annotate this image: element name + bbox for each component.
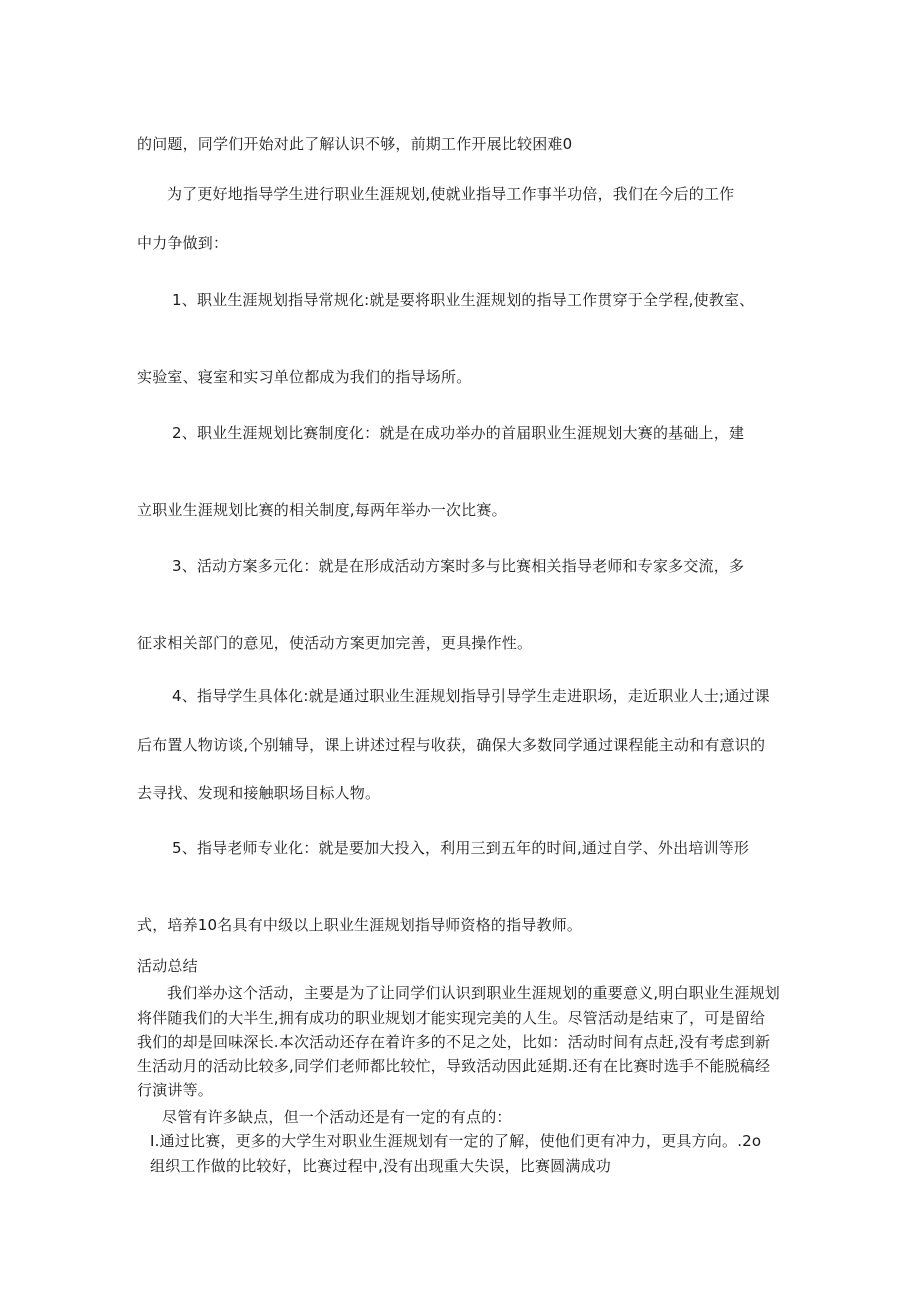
paragraph-line: 中力争做到： (137, 234, 229, 252)
summary-line: I.通过比赛，更多的大学生对职业生涯规划有一定的了解，使他们更有冲力，更具方向。.2o (150, 1132, 762, 1150)
list-item-4-line: 去寻找、发现和接触职场目标人物。 (137, 784, 381, 802)
list-item-5-line: 式，培养10名具有中级以上职业生涯规划指导师资格的指导教师。 (137, 916, 583, 934)
summary-line: 将伴随我们的大半生,拥有成功的职业规划才能实现完美的人生。尽管活动是结束了，可是留给 (137, 1009, 766, 1027)
summary-line: 我们举办这个活动，主要是为了让同学们认识到职业生涯规划的重要意义,明白职业生涯规划 (167, 984, 780, 1002)
summary-line: 我们的却是回味深长.本次活动还存在着许多的不足之处，比如：活动时间有点赶,没有考虑到新 (137, 1033, 771, 1051)
list-item-4-line: 后布置人物访谈,个别辅导，课上讲述过程与收获，确保大多数同学通过课程能主动和有意识的 (137, 736, 766, 754)
summary-line: 生活动月的活动比较多,同学们老师都比较忙，导致活动因此延期.还有在比赛时选手不能脱稿经 (137, 1057, 771, 1075)
list-item-2-line: 2、职业生涯规划比赛制度化：就是在成功举办的首届职业生涯规划大赛的基础上，建 (172, 424, 745, 442)
list-item-1-line: 1、职业生涯规划指导常规化:就是要将职业生涯规划的指导工作贯穿于全学程,使教室、 (172, 291, 755, 309)
list-item-5-line: 5、指导老师专业化：就是要加大投入，利用三到五年的时间,通过自学、外出培训等形 (172, 839, 750, 857)
list-item-3-line: 3、活动方案多元化：就是在形成活动方案时多与比赛相关指导老师和专家多交流，多 (172, 557, 745, 575)
paragraph-line: 为了更好地指导学生进行职业生涯规划,使就业指导工作事半功倍，我们在今后的工作 (167, 185, 735, 203)
list-item-2-line: 立职业生涯规划比赛的相关制度,每两年举办一次比赛。 (137, 501, 507, 519)
summary-line: 行演讲等。 (137, 1081, 214, 1099)
list-item-1-line: 实验室、寝室和实习单位都成为我们的指导场所。 (137, 368, 472, 386)
summary-line: 组织工作做的比较好，比赛过程中,没有出现重大失误，比赛圆满成功 (150, 1157, 611, 1175)
summary-line: 尽管有许多缺点，但一个活动还是有一定的有点的： (162, 1108, 512, 1126)
list-item-3-line: 征求相关部门的意见，使活动方案更加完善，更具操作性。 (137, 634, 533, 652)
list-item-4-line: 4、指导学生具体化:就是通过职业生涯规划指导引导学生走进职场，走近职业人士;通过课 (172, 687, 770, 705)
summary-heading: 活动总结 (137, 957, 198, 975)
paragraph-line: 的问题，同学们开始对此了解认识不够，前期工作开展比较困难0 (137, 135, 573, 153)
